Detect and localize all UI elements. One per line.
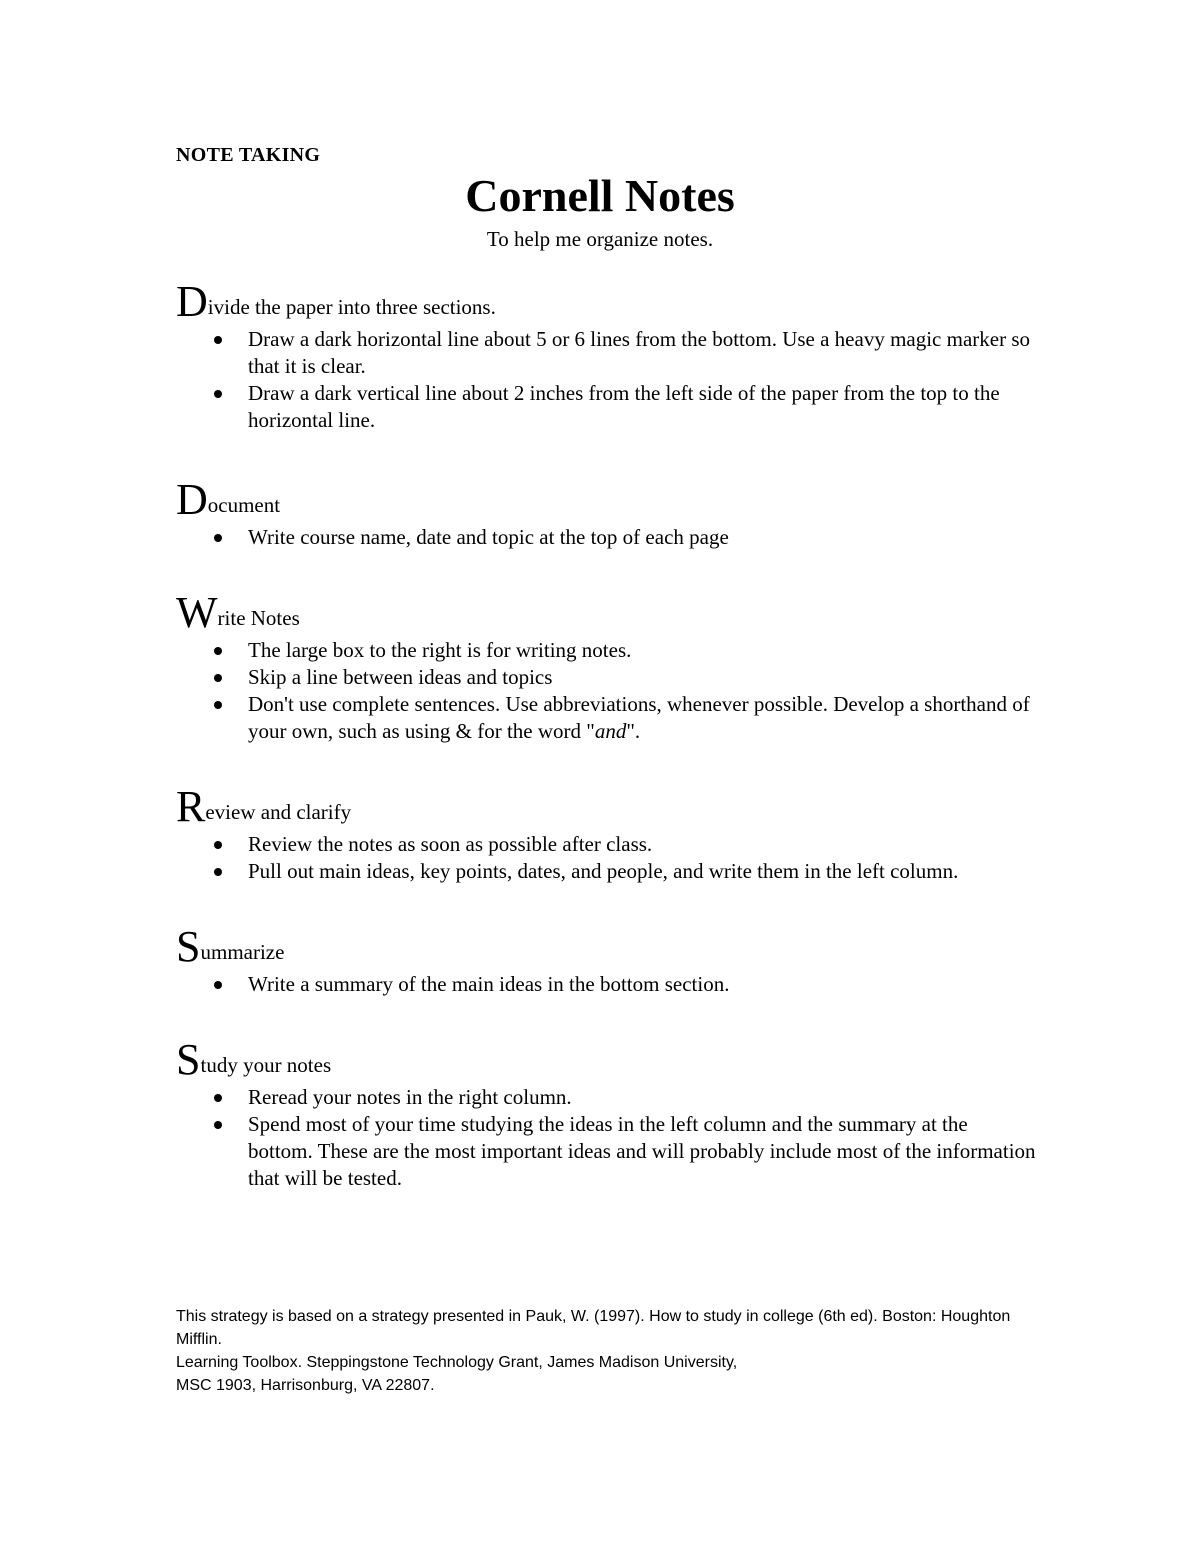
bullet-list (176, 326, 1036, 434)
page-title: Cornell Notes (465, 170, 735, 221)
list-item-text: Don't use complete sentences. Use abbreviations, whenever possible. Develop a shorthand of your own, such as using & for the word " (248, 692, 1030, 743)
heading-rest: eview and clarify (205, 800, 352, 824)
section-heading (176, 782, 1036, 831)
emphasis-word: and (594, 719, 627, 743)
list-item (176, 637, 1036, 664)
footer-line: MSC 1903, Harrisonburg, VA 22807. (176, 1377, 435, 1394)
list-item-text: Write a summary of the main ideas in the bottom section. (248, 972, 730, 996)
bullet-list (176, 831, 1036, 885)
list-item-text: Draw a dark horizontal line about 5 or 6 lines from the bottom. Use a heavy magic marker so that it is clear. (248, 327, 1031, 378)
list-item (176, 691, 1036, 745)
list-item (176, 664, 1036, 691)
bullet-dot-icon (214, 534, 222, 542)
section-summarize (176, 923, 1036, 998)
page-subtitle: To help me organize notes. (486, 227, 714, 251)
list-item (176, 971, 1036, 998)
list-item (176, 831, 1036, 858)
list-item-text: Review the notes as soon as possible after class. (248, 832, 653, 856)
drop-initial: D (176, 475, 208, 524)
bullet-list (176, 1084, 1036, 1192)
list-item (176, 1111, 1036, 1192)
bullet-dot-icon (214, 841, 222, 849)
content-body (176, 278, 1036, 1192)
bullet-dot-icon (214, 647, 222, 655)
drop-initial: S (176, 922, 201, 971)
list-item-text: Write course name, date and topic at the top of each page (248, 525, 729, 549)
list-item-text: Draw a dark vertical line about 2 inches from the left side of the paper from the top to the horizontal line. (248, 381, 1000, 432)
drop-initial: W (176, 588, 218, 637)
section-heading (176, 277, 1036, 326)
list-item (176, 380, 1036, 434)
list-item-text: The large box to the right is for writing notes. (248, 638, 632, 662)
footer-line: This strategy is based on a strategy presented in Pauk, W. (1997). How to study in college (6th ed). Boston: Houghton Mifflin. (176, 1308, 1011, 1348)
bullet-dot-icon (214, 981, 222, 989)
heading-rest: rite Notes (217, 606, 300, 630)
section-document (176, 476, 1036, 551)
list-item (176, 858, 1036, 885)
bullet-dot-icon (214, 674, 222, 682)
bullet-dot-icon (214, 868, 222, 876)
drop-initial: D (176, 277, 208, 326)
list-item-text-suffix: ". (626, 719, 641, 743)
list-item (176, 524, 1036, 551)
list-item-text: Pull out main ideas, key points, dates, and people, and write them in the left column. (248, 859, 959, 883)
heading-rest: ocument (207, 493, 281, 517)
section-write-notes (176, 589, 1036, 745)
bullet-list (176, 524, 1036, 551)
list-item (176, 1084, 1036, 1111)
heading-rest: ivide the paper into three sections. (207, 295, 496, 319)
bullet-list (176, 971, 1036, 998)
heading-rest: ummarize (200, 940, 285, 964)
section-heading (176, 588, 1036, 637)
bullet-list (176, 637, 1036, 745)
drop-initial: R (176, 782, 206, 831)
section-study (176, 1036, 1036, 1192)
bullet-dot-icon (214, 1094, 222, 1102)
bullet-dot-icon (214, 390, 222, 398)
heading-rest: tudy your notes (200, 1053, 332, 1077)
section-divide (176, 278, 1036, 434)
footer-line: Learning Toolbox. Steppingstone Technology Grant, James Madison University, (176, 1354, 738, 1371)
bullet-dot-icon (214, 1121, 222, 1129)
section-review (176, 783, 1036, 885)
section-heading (176, 475, 1036, 524)
bullet-dot-icon (214, 336, 222, 344)
section-heading (176, 922, 1036, 971)
bullet-dot-icon (214, 701, 222, 709)
list-item (176, 326, 1036, 380)
footer-citation (176, 1305, 1056, 1397)
section-heading (176, 1035, 1036, 1084)
list-item-text: Reread your notes in the right column. (248, 1085, 572, 1109)
header-label: NOTE TAKING (176, 144, 321, 166)
drop-initial: S (176, 1035, 201, 1084)
list-item-text: Spend most of your time studying the ideas in the left column and the summary at the bottom. These are the most important ideas and will probably include most of the information that will be tested. (248, 1112, 1036, 1190)
list-item-text: Skip a line between ideas and topics (248, 665, 553, 689)
